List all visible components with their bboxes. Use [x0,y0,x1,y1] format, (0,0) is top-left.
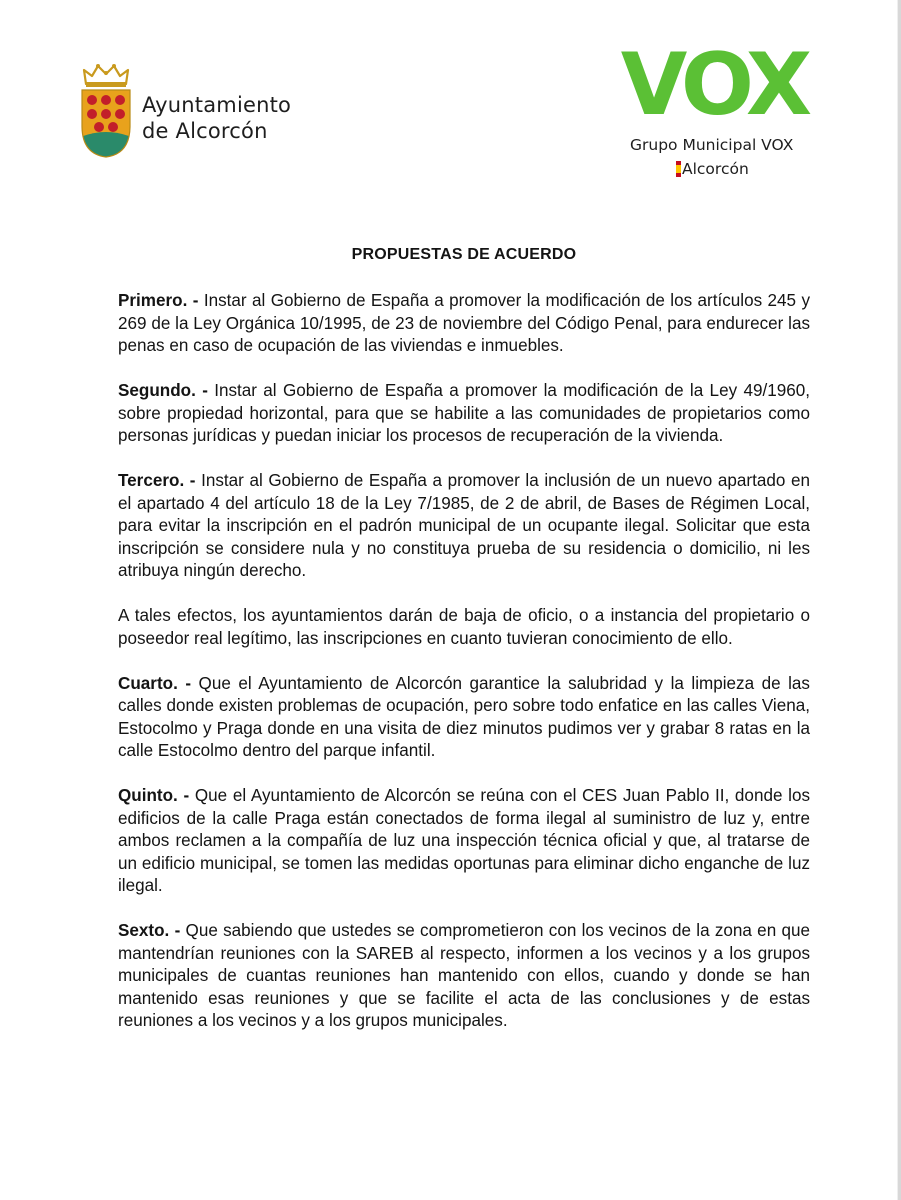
ayuntamiento-logo [78,62,338,162]
document-body [118,290,810,1055]
paragraph-cuarto [118,673,810,763]
paragraph-lead: Sexto. - [118,921,181,940]
paragraph-primero [118,290,810,358]
paragraph-sexto [118,920,810,1033]
ayuntamiento-name [142,92,291,144]
paragraph-text: Instar al Gobierno de España a promover la modificación de la Ley 49/1960, sobre propiedad horizontal, para que se habilite a las comunidades de propietarios como personas jurídicas y puedan iniciar los procesos de recuperación de la vivienda. [118,381,810,445]
paragraph-text: Que sabiendo que ustedes se comprometieron con los vecinos de la zona en que mantendrían reuniones con la SAREB al respecto, informen a los vecinos y a los grupos municipales de cuantas reuniones han mantenido con ellos, cuando y donde se han mantenido esas reuniones y que se facilite el acta de las conclusiones y de estas reuniones a los vecinos y a los grupos municipales. [118,921,810,1030]
paragraph-text: Que el Ayuntamiento de Alcorcón se reúna con el CES Juan Pablo II, donde los edificios de la calle Praga están conectados de forma ilegal al suministro de luz y, entre ambos reclamen a la compañía de luz una inspección técnica oficial y que, al tratarse de un edificio municipal, se tomen las medidas oportunas para eliminar dicho enganche de luz ilegal. [118,786,810,895]
paragraph-segundo [118,380,810,448]
paragraph-tales-efectos [118,605,810,650]
vox-logo: VOX [620,35,808,135]
ayuntamiento-line2: de Alcorcón [142,119,268,143]
paragraph-lead: Segundo. - [118,381,208,400]
paragraph-tercero [118,470,810,583]
paragraph-quinto [118,785,810,898]
ayuntamiento-line1: Ayuntamiento [142,93,292,117]
spain-flag-icon [676,161,681,177]
paragraph-text: Instar al Gobierno de España a promover la inclusión de un nuevo apartado en el apartado 4 del artículo 18 de la Ley 7/1985, de 2 de abril, de Bases de Régimen Local, para evitar la inscripción en el padrón municipal de un ocupante ilegal. Solicitar que esta inscripción se considere nula y no constituya prueba de su residencia o domicilio, ni les atribuya ningún derecho. [118,471,810,580]
paragraph-lead: Quinto. - [118,786,190,805]
paragraph-text: Que el Ayuntamiento de Alcorcón garantice la salubridad y la limpieza de las calles donde existen problemas de ocupación, pero sobre todo enfatice en las calles Viena, Estocolmo y Praga donde en una visita de diez minutos pudimos ver y grabar 8 ratas en la calle Estocolmo dentro del parque infantil. [118,673,810,760]
vox-logo-block [618,35,818,188]
document-title: PROPUESTAS DE ACUERDO [351,246,577,263]
paragraph-text: A tales efectos, los ayuntamientos darán de baja de oficio, o a instancia del propietario o poseedor real legítimo, las inscripciones en cuanto tuvieran conocimiento de ello. [118,606,810,648]
paragraph-lead: Primero. - [118,291,199,310]
coat-of-arms-icon [78,62,134,158]
vox-group-name: Grupo Municipal VOX [630,136,794,154]
paragraph-lead: Cuarto. - [118,673,192,693]
vox-city [676,160,749,178]
paragraph-text: Instar al Gobierno de España a promover la modificación de los artículos 245 y 269 de la Ley Orgánica 10/1995, de 23 de noviembre del Código Penal, para endurecer las penas en caso de ocupación de las viviendas e inmuebles. [118,291,811,355]
paragraph-lead: Tercero. - [118,471,196,490]
vox-city-label: Alcorcón [682,160,749,178]
